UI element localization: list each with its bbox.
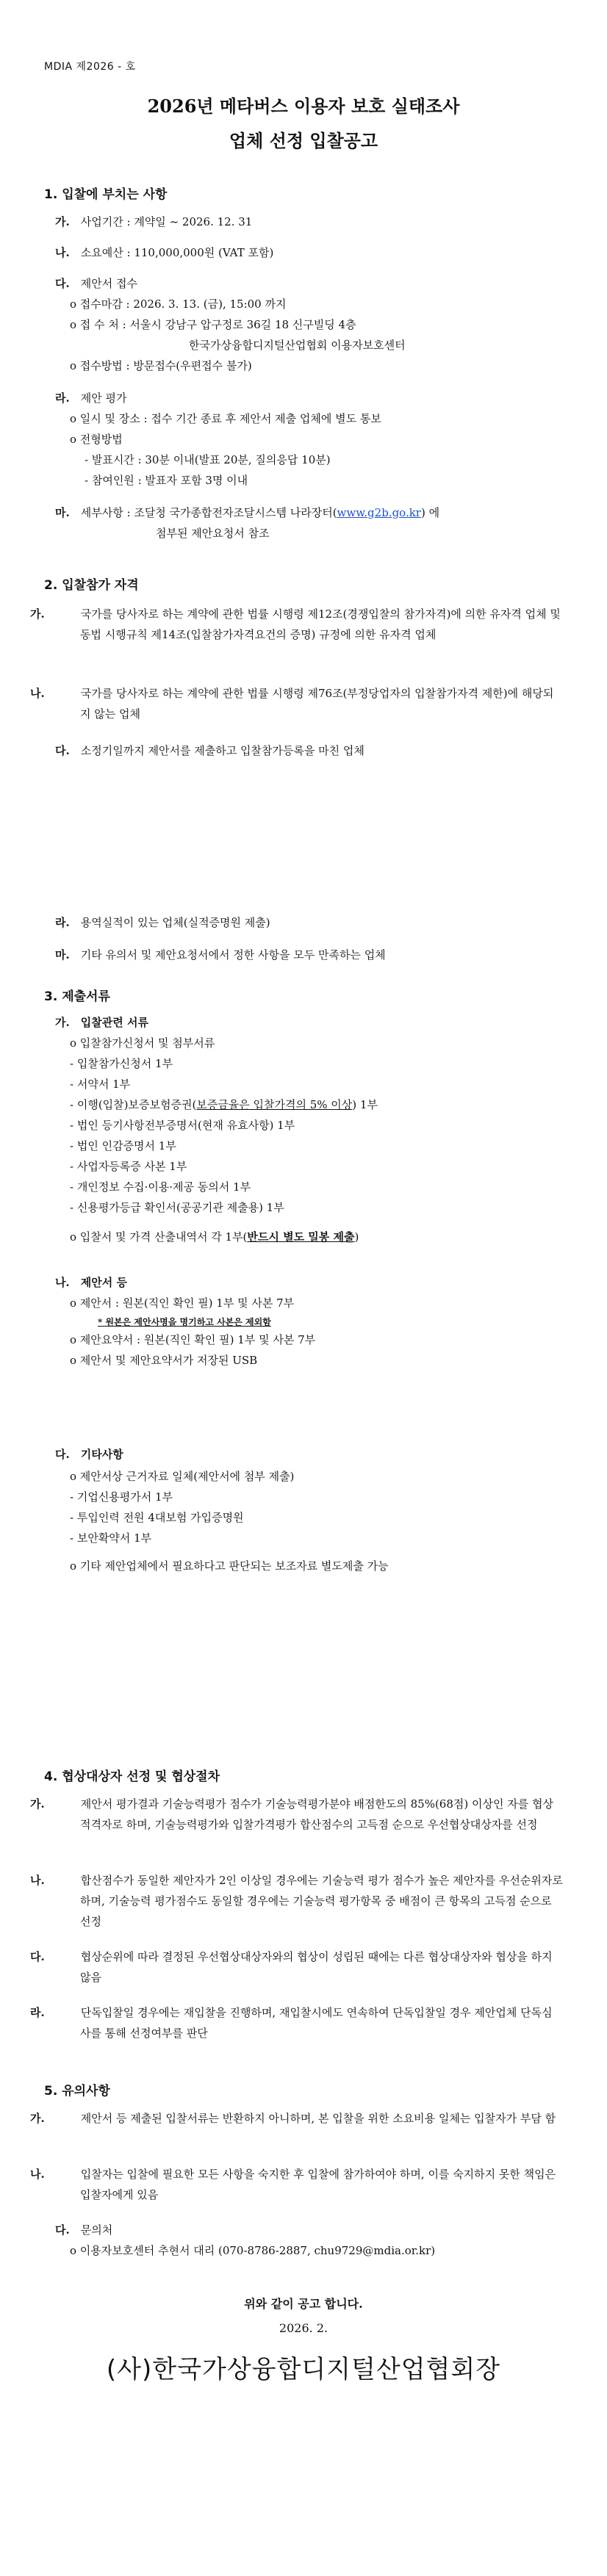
s3-ga-6: - 법인 인감증명서 1부 [70, 1139, 176, 1152]
s3-ga-5: - 법인 등기사항전부증명서(현재 유효사항) 1부 [70, 1119, 295, 1132]
s4-ga: 제안서 평가결과 기술능력평가 점수가 기술능력평가분야 배점한도의 85%(68점) 이상인 자를 협상적격자로 하며, 기술능력평가와 입찰가격평가 합산점수의 고득점 순으로 우선협상대상자를 선정 [80, 1797, 553, 1831]
section-2-heading: 2. 입찰참가 자격 [44, 578, 139, 593]
s3-da-3: - 투입인력 전원 4대보험 가입증명원 [70, 1511, 244, 1524]
document-title-line1: 2026년 메타버스 이용자 보호 실태조사 [147, 95, 460, 117]
s3-ga: 입찰관련 서류 [80, 1016, 148, 1029]
s3-na: 제안서 등 [80, 1276, 127, 1289]
document-page: MDIA 제2026 - 호 2026년 메타버스 이용자 보호 실태조사 업체 선정 입찰공고 1. 입찰에 부치는 사항 가. 사업기간 : 계약일 ~ 2026. 12. 31 나. 소요예산 : 110,000,000원 (VAT 포함) 다. 제안서 접수 o 접수마감 : 2026. 3. 13. (금), 15:00 까지 o 접 수 처 : 서울시 강남구 압구정로 36길 18 신구빌딩 4층 한국가상융합디지털산업협회 이용자보호센터 o 접수방법 : 방문접수(우편접수 불가) 라. 제안 평가 o 일시 및 장소 : 접수 기간 종료 후 제안서 제출 업체에 별도 통보 o 전형방법 - 발표시간 : 30분 이내(발표 20분, 질의응답 10분) - 참여인원 : 발표자 포함 3명 이내 마. 세부사항 : 조달청 국가종합전자조달시스템 나라장터(www.g2b.go.kr) 에 첨부된 제안요청서 참조 2. 입찰참가 자격 가. 국가를 당사자로 하는 계약에 관한 법률 시행령 제12조(경쟁입찰의 참가자격)에 의한 유자격 업체 및 동법 시행규칙 제14조(입찰참가자격요건의 증명) 규정에 의한 유자격 업체 나. 국가를 당사자로 하는 계약에 관한 법률 시행령 제76조(부정당업자의 입찰참가자격 제한)에 해당되지 않는 업체 다. 소정기일까지 제안서를 제출하고 입찰참가등록을 마친 업체 라. 용역실적이 있는 업체(실적증명원 제출) 마. 기타 유의서 및 제안요청서에서 정한 사항을 모두 만족하는 업체 3. 제출서류 가. 입찰관련 서류 o 입찰참가신청서 및 첨부서류 - 입찰참가신청서 1부 - 서약서 1부 - 이행(입찰)보증보험증권(보증금율은 입찰가격의 5% 이상) 1부 - 법인 등기사항전부증명서(현재 유효사항) 1부 - 법인 인감증명서 1부 - 사업자등록증 사본 1부 - 개인정보 수집·이용·제공 동의서 1부 - 신용평가등급 확인서(공공기관 제출용) 1부 o 입찰서 및 가격 산출내역서 각 1부(반드시 별도 밀봉 제출) 나. 제안서 등 o 제안서 : 원본(직인 확인 필) 1부 및 사본 7부 * 원본은 제안사명을 명기하고 사본은 제외함 o 제안요약서 : 원본(직인 확인 필) 1부 및 사본 7부 o 제안서 및 제안요약서가 저장된 USB 다. 기타사항 o 제안서상 근거자료 일체(제안서에 첨부 제출) - 기업신용평가서 1부 - 투입인력 전원 4대보험 가입증명원 - 보안확약서 1부 o 기타 제안업체에서 필요하다고 판단되는 보조자료 별도제출 가능 4. 협상대상자 선정 및 협상절차 가. 제안서 평가결과 기술능력평가 점수가 기술능력평가분야 배점한도의 85%(68점) 이상인 자를 협상적격자로 하며, 기술능력평가와 입찰가격평가 합산점수의 고득점 순으로 우선협상대상자를 선정 나. 합산점수가 동일한 제안자가 2인 이상일 경우에는 기술능력 평가 점수가 높은 제안자를 우선순위자로 하며, 기술능력 평가점수도 동일할 경우에는 기술능력 평가항목 중 배점이 큰 항목의 고득점 순으로 선정 다. 협상순위에 따라 결정된 우선협상대상자와의 협상이 성립된 때에는 다른 협상대상자와 협상을 하지 않음 라. 단독입찰일 경우에는 재입찰을 진행하며, 재입찰시에도 연속하여 단독입찰일 경우 제안업체 단독심사를 통해 선정여부를 판단 5. 유의사항 가. 제안서 등 제출된 입찰서류는 반환하지 아니하며, 본 입찰을 위한 소요비용 일체는 입찰자가 부담 함 나. 입찰자는 입찰에 필요한 모든 사항을 숙지한 후 입찰에 참가하여야 하며, 이를 숙지하지 못한 책임은 입찰자에게 있음 다. 문의처 o 이용자보호센터 추현서 대리 (070-8786-2887, chu9729@mdia.or.kr) 위와 같이 공고 합니다. 2026. 2. (사)한국가상융합디지털산업협회장 [0, 0, 607, 2576]
closing-date: 2026. 2. [279, 2321, 328, 2335]
s4-ra: 단독입찰일 경우에는 재입찰을 진행하며, 재입찰시에도 연속하여 단독입찰일 경우 제안업체 단독심사를 통해 선정여부를 판단 [80, 2006, 553, 2040]
s4-da: 협상순위에 따라 결정된 우선협상대상자와의 협상이 성립된 때에는 다른 협상대상자와 협상을 하지 않음 [80, 1950, 553, 1984]
signature: (사)한국가상융합디지털산업협회장 [106, 2355, 501, 2384]
s3-ga-8: - 개인정보 수집·이용·제공 동의서 1부 [70, 1180, 251, 1194]
s3-na-1: o 제안서 : 원본(직인 확인 필) 1부 및 사본 7부 [70, 1296, 295, 1310]
s3-ga-3: - 서약서 1부 [70, 1078, 131, 1091]
s1-ma-2: 첨부된 제안요청서 참조 [156, 527, 270, 540]
s3-na-3: o 제안서 및 제안요약서가 저장된 USB [70, 1354, 258, 1367]
document-number: MDIA 제2026 - 호 [44, 61, 136, 73]
s2-da: 소정기일까지 제안서를 제출하고 입찰참가등록을 마친 업체 [80, 744, 364, 757]
s3-ga-7: - 사업자등록증 사본 1부 [70, 1160, 187, 1173]
s4-na: 합산점수가 동일한 제안자가 2인 이상일 경우에는 기술능력 평가 점수가 높은 제안자를 우선순위자로 하며, 기술능력 평가점수도 동일할 경우에는 기술능력 평가항목 중 배점이 큰 항목의 고득점 순으로 선정 [80, 1874, 563, 1928]
s3-na-note: * 원본은 제안사명을 명기하고 사본은 제외함 [98, 1317, 271, 1327]
s1-ra-4: - 참여인원 : 발표자 포함 3명 이내 [85, 474, 248, 487]
s3-ga-2: - 입찰참가신청서 1부 [70, 1057, 173, 1070]
s3-ga-4: - 이행(입찰)보증보험증권(보증금율은 입찰가격의 5% 이상) 1부 [70, 1098, 378, 1111]
s1-ra-3: - 발표시간 : 30분 이내(발표 20분, 질의응답 10분) [85, 453, 331, 466]
s3-ga-9: - 신용평가등급 확인서(공공기관 제출용) 1부 [70, 1201, 284, 1214]
s3-na-2: o 제안요약서 : 원본(직인 확인 필) 1부 및 사본 7부 [70, 1333, 316, 1346]
s2-na: 국가를 당사자로 하는 계약에 관한 법률 시행령 제76조(부정당업자의 입찰참가자격 제한)에 해당되지 않는 업체 [80, 687, 554, 721]
s1-ga: 사업기간 : 계약일 ~ 2026. 12. 31 [80, 215, 253, 228]
s2-ra: 용역실적이 있는 업체(실적증명원 제출) [80, 916, 270, 929]
s5-ga: 제안서 등 제출된 입찰서류는 반환하지 아니하며, 본 입찰을 위한 소요비용 일체는 입찰자가 부담 함 [80, 2112, 556, 2125]
s3-da-2: - 기업신용평가서 1부 [70, 1490, 173, 1504]
s5-da-1: o 이용자보호센터 추현서 대리 (070-8786-2887, chu9729@mdia.or.kr) [70, 2244, 436, 2257]
section-1-heading: 1. 입찰에 부치는 사항 [44, 187, 168, 202]
s1-ra: 제안 평가 [80, 392, 127, 405]
s3-da-1: o 제안서상 근거자료 일체(제안서에 첨부 제출) [70, 1470, 295, 1483]
s3-ga-1: o 입찰참가신청서 및 첨부서류 [70, 1036, 215, 1050]
closing-line: 위와 같이 공고 합니다. [244, 2297, 363, 2311]
s2-ga: 국가를 당사자로 하는 계약에 관한 법률 시행령 제12조(경쟁입찰의 참가자격)에 의한 유자격 업체 및 동법 시행규칙 제14조(입찰참가자격요건의 증명) 규정에 의한 유자격 업체 [80, 607, 561, 641]
s1-ra-2: o 전형방법 [70, 433, 123, 446]
s3-da: 기타사항 [80, 1448, 123, 1461]
s1-da: 제안서 접수 [80, 277, 137, 290]
section-5-heading: 5. 유의사항 [44, 2084, 110, 2099]
section-4-heading: 4. 협상대상자 선정 및 협상절차 [44, 1769, 220, 1784]
section-3-heading: 3. 제출서류 [44, 989, 110, 1004]
s1-na: 소요예산 : 110,000,000원 (VAT 포함) [80, 246, 274, 259]
s2-ma: 기타 유의서 및 제안요청서에서 정한 사항을 모두 만족하는 업체 [80, 948, 386, 962]
document-title-line2: 업체 선정 입찰공고 [229, 130, 378, 151]
s3-da-4: - 보안확약서 1부 [70, 1531, 152, 1545]
s1-da-1: o 접수마감 : 2026. 3. 13. (금), 15:00 까지 [70, 297, 287, 311]
s1-da-2: o 접 수 처 : 서울시 강남구 압구정로 36길 18 신구빌딩 4층 [70, 318, 356, 331]
g2b-link[interactable]: www.g2b.go.kr [337, 506, 421, 519]
s1-ra-1: o 일시 및 장소 : 접수 기간 종료 후 제안서 제출 업체에 별도 통보 [70, 412, 381, 425]
s5-da: 문의처 [80, 2223, 113, 2237]
s1-da-2b: 한국가상융합디지털산업협회 이용자보호센터 [189, 339, 406, 352]
s3-da-5: o 기타 제안업체에서 필요하다고 판단되는 보조자료 별도제출 가능 [70, 1559, 389, 1573]
s3-ga-10: o 입찰서 및 가격 산출내역서 각 1부(반드시 별도 밀봉 제출) [70, 1230, 359, 1244]
s1-da-3: o 접수방법 : 방문접수(우편접수 불가) [70, 359, 252, 372]
s5-na: 입찰자는 입찰에 필요한 모든 사항을 숙지한 후 입찰에 참가하여야 하며, 이를 숙지하지 못한 책임은 입찰자에게 있음 [80, 2168, 556, 2201]
